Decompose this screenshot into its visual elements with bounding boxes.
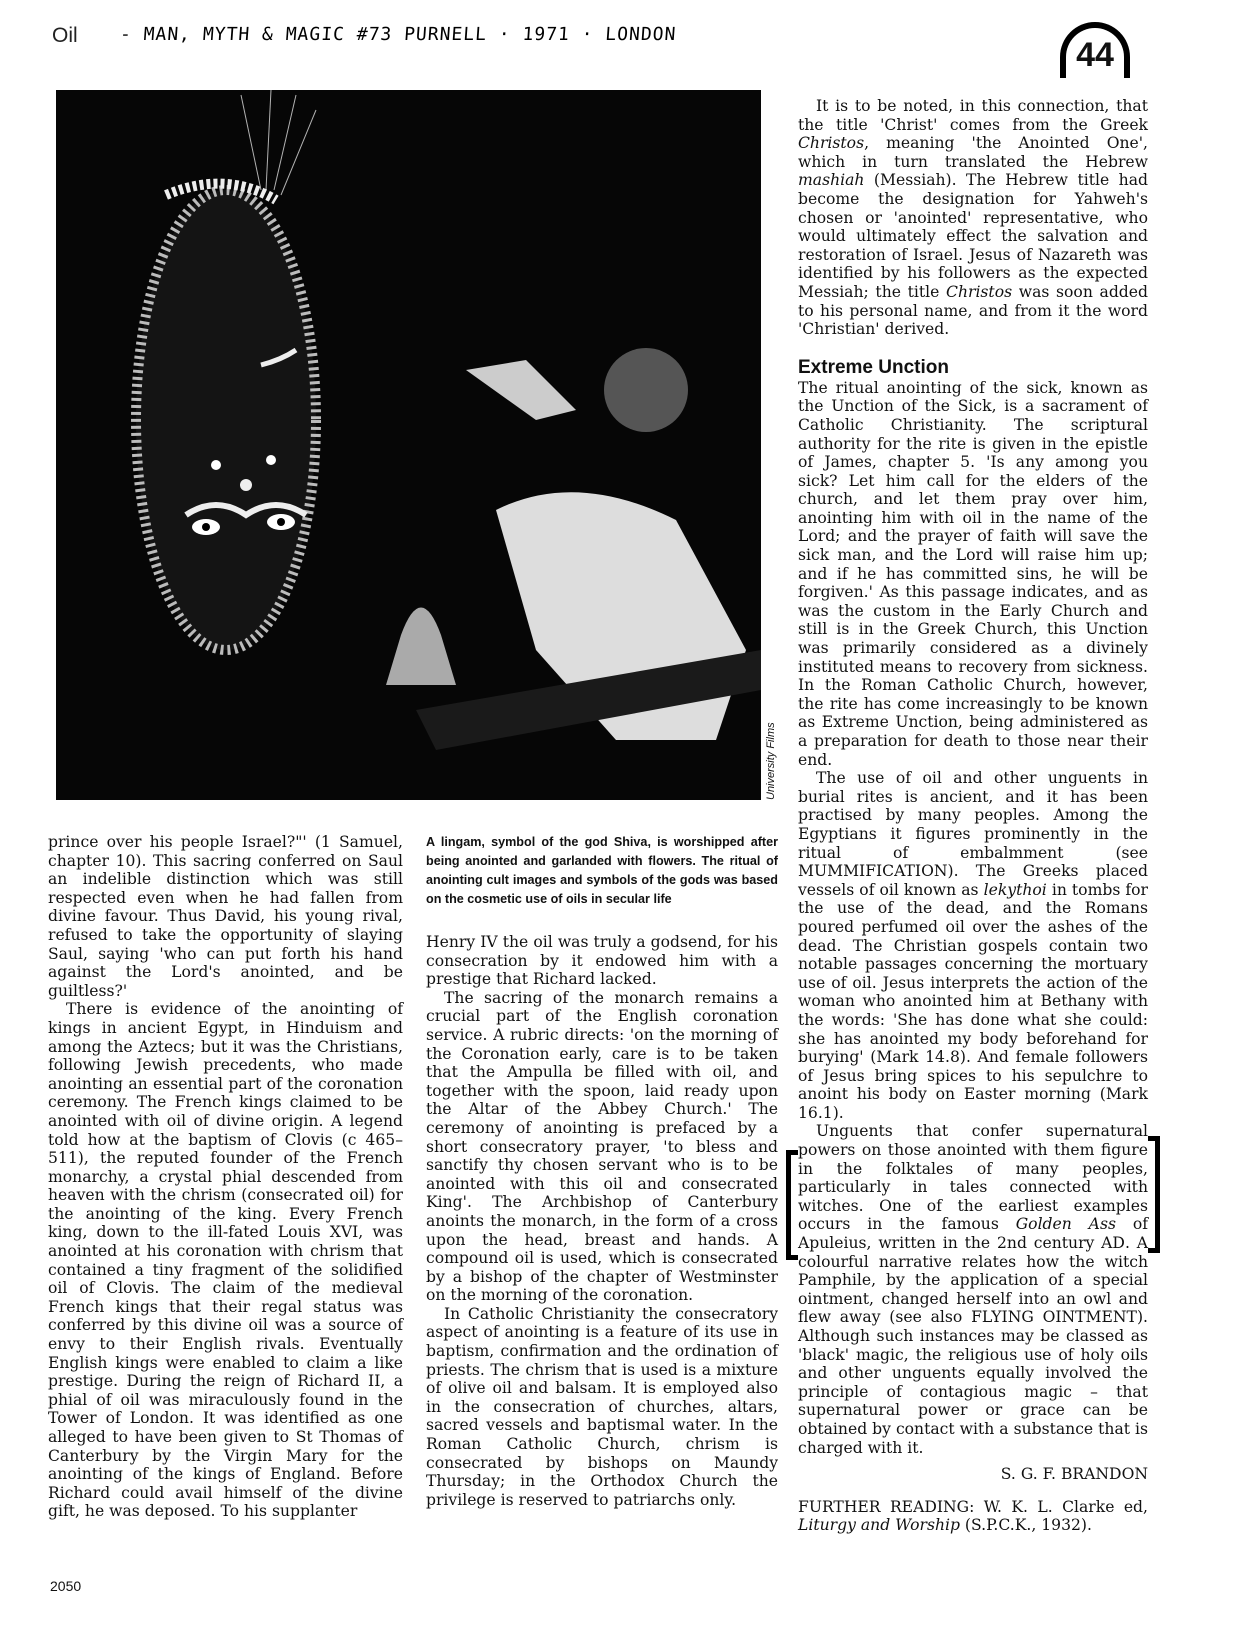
- column-2: [426, 933, 778, 1509]
- section-title: Oil: [52, 24, 78, 47]
- handwritten-page-number: 44: [1060, 22, 1130, 78]
- paragraph: Henry IV the oil was truly a godsend, for his consecration by it endowed him with a prestige that Richard lacked.: [426, 933, 778, 989]
- paragraph: It is to be noted, in this connection, that the title 'Christ' comes from the Greek Christos, meaning 'the Anointed One', which in turn translated the Hebrew mashiah (Messiah). The Hebrew title had become the designation for Yahweh's chosen or 'anointed' representative, who would ultimately effect the salvation and restoration of Israel. Jesus of Nazareth was identified by his followers as the expected Messiah; the title Christos was soon added to his personal name, and from it the word 'Christian' derived.: [798, 97, 1148, 339]
- cross-reference: MUMMIFICATION: [798, 862, 948, 881]
- paragraph: There is evidence of the anointing of kings in ancient Egypt, in Hinduism and among the Aztecs; but it was the Christians, following Jewish precedents, who made anointing an essential part of the coronation ceremony. The French kings claimed to be anointed with oil of divine origin. A legend told how at the baptism of Clovis (c 465–511), the reputed founder of the French monarchy, a crystal phial descended from heaven with the chrism (consecrated oil) for the anointing of the king. Every French king, down to the ill-fated Louis XVI, was anointed at his coronation with chrism that contained a tiny fragment of the solidified oil of Clovis. The claim of the medieval French kings that their regal status was conferred by this divine oil was a source of envy to their English rivals. Eventually English kings were enabled to claim a like prestige. During the reign of Richard II, a phial of oil was miraculously found in the Tower of London. It was identified as one alleged to have been given to St Thomas of Canterbury by the Virgin Mary for the anointing of the kings of England. Before Richard could avail himself of the divine gift, he was deposed. To his supplanter: [48, 1000, 403, 1521]
- paragraph: The sacring of the monarch remains a crucial part of the English coronation service. A rubric directs: 'on the morning of the Coronation early, care is to be taken that the Ampulla be filled with oil, and together with the spoon, laid ready upon the Altar of the Abbey Church.' The ceremony of anointing is prefaced by a short consecratory prayer, 'to bless and sanctify thy chosen servant who is to be anointed with this oil and consecrated King'. The Archbishop of Canterbury anoints the monarch, in the form of a cross upon the head, breast and hands. A compound oil is used, which is consecrated by a bishop of the chapter of Westminster on the morning of the coronation.: [426, 988, 778, 1305]
- column-3: [798, 97, 1148, 1535]
- handwritten-bracket-left: [786, 1150, 798, 1260]
- handwritten-note: - MAN, MYTH & MAGIC #73 PURNELL · 1971 · LONDON: [119, 24, 678, 45]
- paragraph: Unguents that confer supernatural powers on those anointed with them figure in the folktales of many peoples, particularly in tales connected with witches. One of the earliest examples occurs in the famous Golden Ass of Apuleius, written in the 2nd century AD. A colourful narrative relates how the witch Pamphile, by the application of a special ointment, changed herself into an owl and flew away (see also FLYING OINTMENT). Although such instances may be classed as 'black' magic, the religious use of holy oils and other unguents equally involved the principle of contagious magic – that supernatural power or grace can be obtained by contact with a substance that is charged with it.: [798, 1122, 1149, 1457]
- lingam-photograph: [56, 90, 761, 800]
- author-signature: S. G. F. BRANDON: [1000, 1465, 1148, 1484]
- further-reading: FURTHER READING: W. K. L. Clarke ed, Liturgy and Worship (S.P.C.K., 1932).: [798, 1497, 1148, 1535]
- page-number: 2050: [50, 1578, 82, 1594]
- photo-caption: A lingam, symbol of the god Shiva, is worshipped after being anointed and garlanded with flowers. The ritual of anointing cult images and symbols of the gods was based on the cosmetic use of oils in secular life: [426, 835, 778, 906]
- paragraph: prince over his people Israel?"' (1 Samuel, chapter 10). This sacring conferred on Saul an indelible distinction which was still respected even when he had fallen from divine favour. Thus David, his young rival, refused to take the opportunity of slaying Saul, saying 'who can put forth his hand against the Lord's anointed, and be guiltless?': [48, 833, 403, 1000]
- section-heading: Extreme Unction: [798, 356, 949, 378]
- paragraph: The use of oil and other unguents in burial rites is ancient, and it has been practised by many peoples. Among the Egyptians it figures prominently in the ritual of embalmment (see MUMMIFICATION). The Greeks placed vessels of oil known as lekythoi in tombs for the use of the dead, and the Romans poured perfumed oil over the ashes of the dead. The Christian gospels contain two notable passages concerning the mortuary use of oil. Jesus interprets the action of the woman who anointed him at Bethany with the words: 'She has done what she could: she has anointed my body beforehand for burying' (Mark 14.8). And female followers of Jesus bring spices to his sepulchre to anoint his body on Easter morning (Mark 16.1).: [798, 769, 1148, 1122]
- photo-credit: University Films: [765, 722, 777, 800]
- handwritten-bracket-right: [1148, 1136, 1160, 1253]
- paragraph: In Catholic Christianity the consecratory aspect of anointing is a feature of its use in baptism, confirmation and the ordination of priests. The chrism that is used is a mixture of olive oil and balsam. It is employed also in the consecration of churches, altars, sacred vessels and baptismal water. In the Roman Catholic Church, chrism is consecrated by bishops on Maundy Thursday; in the Orthodox Church the privilege is reserved to patriarchs only.: [426, 1304, 778, 1509]
- cross-reference: FLYING OINTMENT: [971, 1308, 1137, 1327]
- paragraph: The ritual anointing of the sick, known as the Unction of the Sick, is a sacrament of Catholic Christianity. The scriptural authority for the rite is given in the epistle of James, chapter 5. 'Is any among you sick? Let him call for the elders of the church, and let them pray over him, anointing him with oil in the name of the Lord; and the prayer of faith will save the sick man, and the Lord will raise him up; and if he has committed sins, he will be forgiven.' As this passage indicates, and as was the custom in the Early Church and still is in the Greek Church, this Unction was primarily considered as a divinely instituted means to recovery from sickness. In the Roman Catholic Church, however, the rite has come increasingly to be known as Extreme Unction, being administered as a preparation for death to those near their end.: [798, 378, 1148, 769]
- photo-illustration: [56, 90, 761, 800]
- column-1: [48, 833, 403, 1521]
